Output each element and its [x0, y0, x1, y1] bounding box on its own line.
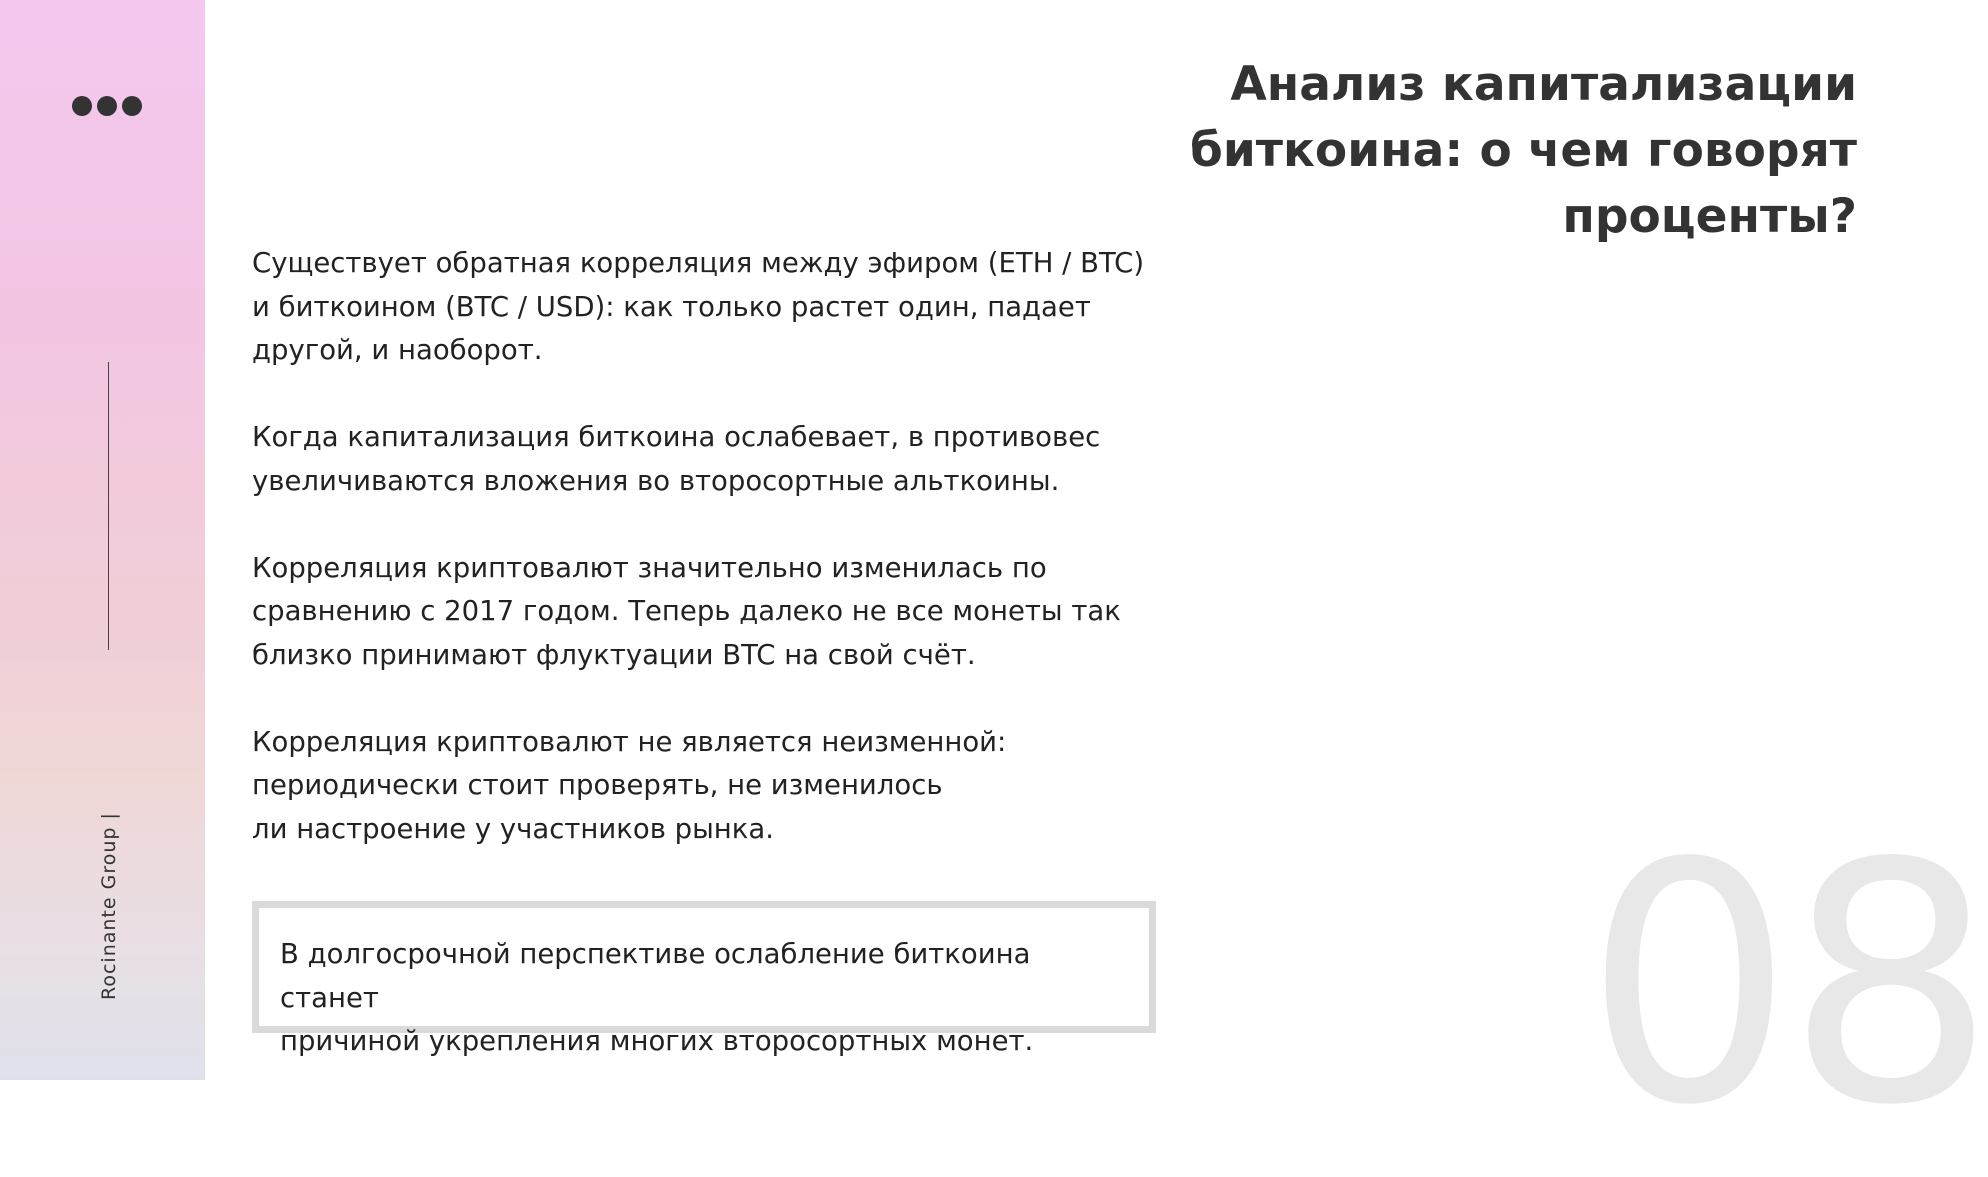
paragraph-4: Корреляция криптовалют не является неизменной: периодически стоит проверять, не изменилось ли настроение у участников рынка. [252, 725, 1007, 845]
sidebar [0, 0, 205, 1080]
callout-box [252, 901, 1156, 1057]
dot [97, 96, 117, 116]
dot [72, 96, 92, 116]
paragraph-3: Корреляция криптовалют значительно изменилась по сравнению с 2017 годом. Теперь далеко не все монеты так близко принимают флуктуации BTC на свой счёт. [252, 551, 1121, 671]
more-dots-icon[interactable] [72, 96, 142, 118]
page-title: Анализ капитализации биткоина: о чем говорят проценты? [1190, 57, 1857, 244]
sidebar-divider [108, 362, 109, 650]
dot [122, 96, 142, 116]
paragraph-1: Существует обратная корреляция между эфиром (ETH / BTC) и биткоином (BTC / USD): как только растет один, падает другой, и наоборот. [252, 247, 1145, 366]
page-number: 08 [1584, 793, 1988, 1177]
callout-text: В долгосрочной перспективе ослабление биткоина станет причиной укрепления многих второсортных монет. [280, 938, 1034, 1057]
paragraph-2: Когда капитализация биткоина ослабевает, в противовес увеличиваются вложения во второсортные альткоины. [252, 421, 1101, 497]
company-name: Rocinante Group | [98, 812, 120, 1000]
body-text [252, 242, 1172, 895]
